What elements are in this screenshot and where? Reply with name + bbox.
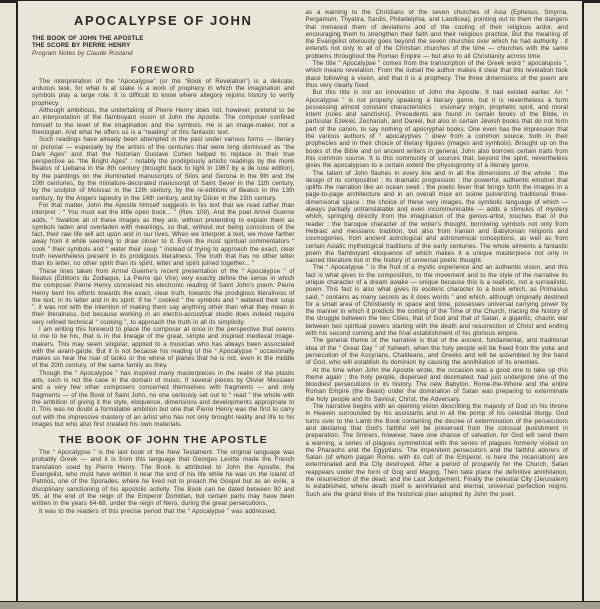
right-column-paragraph: At the time when John the Apostle wrote, the occasion was a good one to take up this theme again : the holy people, dispersed and decimated, had just undergone one of the bloodiest persecutions in its history. The new Babylon, Rome-the-Whore and the entire Roman Empire (the Beast) under the domination of Satan was preparing to exterminate the holy people and its Saviour, Christ, the Adversary.	[305, 366, 568, 403]
book-paragraph: It was to the readers of this precise period that the “ Apocalypse ” was addressed,	[39, 507, 277, 515]
right-column-paragraph: The narrative begins with an opening vision describing the majesty of God on his throne in Heaven surrounded by his assistants and in all the pomp of his celestial liturgy. God turns over to the Lamb the Book containing the decree of extermination of the persecutors and declaring that God's faithful will be preserved from the colossal punishment in preparation. The Sinners, however, have one chance of salvation, for God will send them a warning, a series of plagues symmetrical with the series of plagues formerly visited on the Pharaohs and the Egyptians. The impenitent persecutors and the faithful adorers of Satan (of whom pagan Rome, with its cult of the Emperor, is here the incarnation) are exterminated and the City destroyed. After a period of prosperity for the Church, Satan reappears under the form of Gog and Magog. Then take place the definitive annihilation, the resurrection of the dead, and the Last Judgement. Finally the celestial City (Jerusalem) is established, where death itself is annihilated and eternal, universal perfection reigns. Such are the grand lines of the historical plan adopted by John the poet.	[305, 403, 568, 498]
foreword-paragraph: Though the “ Apocalypse ” has inspired many masterpieces in the realm of the plastic arts, such is not the case in the domain of music. If several pieces by Olivier Messiaen and a very few other composers concerned themselves with fragments — and only fragments — of the Book of Saint John, no one seriously set out to “ read ” the whole with the ambition of giving it the style, eloquence, dimensions and developments appropriate to it. This was no doubt a formidable ambition but one that Pierre Henry was the first to carry out with the impressive mastery of an artist who has not only brought reality and life to his images but who also first created his own materials.	[32, 369, 295, 428]
right-column-paragraph: The general theme of the narrative is that of the ancient, fundamental, and traditional idea of the “ Great Day ” of Yahweh, when the holy people will be freed from the yoke and persecution of the Assyrians, Chaldeans, and Greeks and will be assembled by the hand of God, who will establish its dominion by causing the annihilation of its enemies.	[305, 337, 568, 367]
left-column	[32, 9, 295, 598]
right-column-paragraph: The “ Apocalypse ” is the fruit of a mystic experience and an authentic vision, and this fact is what gives to the composition, to the movement and to the style of the narrative its unique character of a dream awake — unique because this is a realistic, not a surrealistic, poem. This fact is also what gives its esoteric character to a book which, as Primasius said, “ contains as many secrets as it does words ” and which, although originally destined for a small area of Christianity in space and time, possesses universal carrying power by the manner in which it predicts the coming of the Time of the Church, tracing the history of the struggle between the two Cities, that of God and that of Satan, a gigantic, chaotic war between two spiritual powers starting with the death and resurrection of Christ and ending with his second coming and the final establishment of his glorious empire.	[305, 264, 568, 338]
program-notes-byline: Program Notes by Claude Rostand	[32, 49, 133, 57]
foreword-heading: FOREWORD	[130, 64, 196, 75]
foreword-paragraph: Although ambitious, the undertaking of Pierre Henry does not, however, pretend to be an interpretation of the flamboyant vision of John the Apostle. The composer confined himself to the level of the imagination and the symbols. He is an image-maker, not a theologian. And what he offers us is a “reading” of this fantastic text.	[32, 107, 295, 136]
foreword-paragraph: I am writing this foreword to place the composer at once in the perspective that seems to me to be his, that is in the lineage of the great, simple and inspired medieval image-makers. This may seem singular, applied to a musician who has always been associated with the avant-garde. But it is not because his reading of the “ Apocalypse ” occasionally makes us hear the roar of tanks or the whine of planes that he is not, even in the middle of the 20th century, of the same family as they.	[32, 325, 295, 370]
right-column-paragraph: The talent of John flashes in every line and in all the dimensions of the whole : the design of its composition ; its dramatic progression ; the powerful, authentic emotion that uplifts the narration like an ocean swell ; the poetic fever that brings forth the images in a page-to-page architecture and in an overall mise en scène pulverizing traditional three-dimensional space ; the choice of these very images, the symbolic language of which — always partially untranslatable and even incommunicable — adds a stimulus of mystery which, springing directly from the imagination of the genius-artist, touches that of the reader ; the baroque character of the writer's thought, borrowing symbols not only from Hebraic and messianic tradition, but also from Iranian and Babylonian religions and cosmogonies, from ancient astrological and astronomical conceptions, as well as from certain Asiatic mythological traditions of the early centuries. The whole aliments a fantastic poem the flamboyant eloquence of which makes it a unique masterpiece not only in sacred literature but in the history of universal poetic thought.	[305, 169, 568, 265]
page-title: APOCALYPSE OF JOHN	[73, 13, 253, 28]
book-section-heading: THE BOOK OF JOHN THE APOSTLE	[58, 434, 268, 447]
page	[16, 1, 584, 602]
foreword-paragraph: For that matter, John the Apostle himself suggests in his text that we read rather than interpret : “ You must eat the little open book... ” (Rev. 109). And the poet Armel Guerne adds, “ Swallow all of these images as they are, without pretending to explain them as symbols laden and overladen with meanings, so that, without our being conscious of the fact, their raw life will act upon and in our lives. When we interpret a text, we move farther away from it while seeming to draw closer to it. Even the most spiritual commentators “ cook ” their symbols and “ water their soup ” instead of trying to approach the exact, clear truth nevertheless present in its prodigious literalness. The truth that has no other letter than its letter, no other spirit than its spirit, letter and spirit joined together... ”	[32, 201, 295, 268]
foreword-paragraph: The interpretation of the “Apocalypse” (or the “Book of Revelation”) is a delicate, arduous task, for what is at stake is a work of prophecy in which the imagination and symbols play a large role. It is difficult to know where allegory rejoins history to verify prophecy.	[32, 77, 295, 107]
right-column	[306, 9, 569, 598]
bottom-shadow	[0, 602, 600, 609]
book-paragraph: The “ Apocalypse ” is the last book of the New Testament. The original language was probably Greek — and it is from this language that Georges Levitte made the French translation used by Pierre Henry. The Book is attributed to John the Apostle, the Evangelist, who must have written it near the end of his life while he was on the island of Patmos, one of the Sporades, where he lived not to preach the Gospel but as an exile, a disciplinary sanctioning of his apostolic activity. The Book can be dated between 90 and 96, at the end of the reign of the Emperor Domitian, but certain parts may have been written in the years 64-68, under the reign of Nero, during the great persecutions.	[32, 449, 295, 508]
title-block	[32, 13, 295, 57]
subtitle-line-2: THE SCORE BY PIERRE HENRY	[32, 42, 131, 50]
foreword-paragraph: These lines taken from Armel Guerne's recent presentation of the “ Apocalypse ” of Beatus (Éditions du Zodiaque, La Pierre qui Vire) very exactly define the sense in which the composer Pierre Henry conceived his electronic reading of Saint John's poem. Pierre Henry bent his efforts towards the exact, clear truth, towards the prodigious literalness of the text, in its letter and in its spirit. If he “ cooked ” the symbols and “ watered their soup ”, it was not with the intention of making them say anything other than what they mean in their literalness, but because working in an electro-acoustical studio does indeed require very refined technical “ cooking ”, to approach the truth in all its simplicity.	[32, 267, 295, 326]
foreword-paragraph: Such readings have already been attempted in the past under various forms — literary or pictorial — especially by the artists of the centuries that were long dismissed as “the Dark Ages” and that the historian Gustave Cohen helped to replace in their true perspective as “the Bright Ages” : notably the prodigiously artistic readings by the monk Beatus of Liebana in the 8th century (brought back to light in 1967 by a de luxe edition), by the paintings on the illuminated manuscripts of Silos and Gerona in the 9th and the 10th centuries, by the miniature-decorated manuscript of Saint Sever in the 11th century, by the sculptor of Moissac in the 12th century, by the re-editions of Beatus in the 13th century, by the Angers tapestry in the 14th century, and by Dürer in the 15th century.	[32, 136, 295, 202]
subtitle-line-1: THE BOOK OF JOHN THE APOSTLE	[32, 35, 144, 42]
right-column-paragraph: as a warning to the Christians of the seven churches of Asia (Ephesus, Smyrna, Pergamum, Thyatira, Sardis, Philadelphia, and Laodicea), pointing out to them the dangers that menaced them of deviations and of the cooling of their religious ardor, and encouraging them to strengthen their faith and their religious practice. But the meaning of the Evangelist obviously goes beyond the seven churches over which he had authority : it extends not only to all of the Christian churches of the time — churches with the same problems throughout the Roman Empire — but also to all Christianity across time.	[305, 9, 568, 60]
right-column-paragraph: But this title is not an innovation of John the Apostle. It had existed earlier. An “ Apocalypse ” is not properly speaking a literary genre, but it is nevertheless a form possessing almost constant characteristics : visionary origin, prophetic spirit, and moral intent (rules and sanctions). Precedents are found in certain books of the Bible, in particular Ezekiel, Zechariah, and Daniel, but also in certain Jewish books that do not form part of the canon, to say nothing of apocryphal books. One even has the impression that the various authors of “ apocalypses ” drew from a common source, both in their prophecies and in their choice of literary figures (images and symbols). Brought up on the books of the Bible and on ancient writers in general, John also borrows certain traits from this common source. It is this community of sources that, beyond the spirit, nevertheless gives the apocalypses to a certain extent the physiognomy of a literary genre.	[305, 89, 568, 170]
two-column-layout	[32, 9, 568, 598]
right-column-paragraph: The title “ Apocalypse ” comes from the transcription of the Greek word “ apocalupsis ”, which means revelation. From the outset the author makes it clear that this revelation took place following a vision, and that it is a prophecy. The three dimensions of the poem are thus very clearly fixed.	[305, 60, 568, 89]
